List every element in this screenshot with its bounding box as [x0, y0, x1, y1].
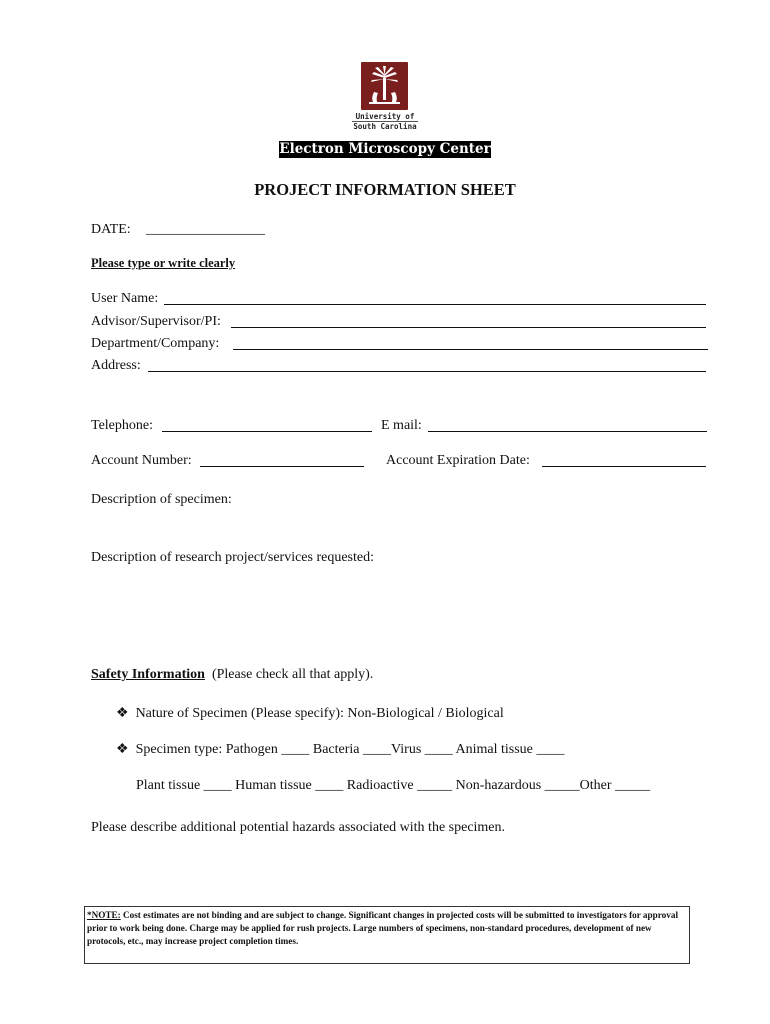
advisor-label: Advisor/Supervisor/PI: — [91, 314, 221, 329]
account-number-label: Account Number: — [91, 453, 192, 468]
date-label: DATE: — [91, 222, 131, 237]
diamond-bullet-icon: ❖ — [116, 742, 129, 757]
safety-heading-line — [91, 667, 373, 683]
nature-specimen-item — [116, 706, 504, 722]
note-text: Cost estimates are not binding and are subject to change. Significant changes in projected costs will be submitted to investigators for approval prior to work being done. Charge may be applied for rush projects. Large numbers of specimens, non-standard procedures, development of new protocols, etc., may increase project completion times. — [87, 910, 678, 947]
email-field[interactable] — [428, 431, 707, 432]
email-label: E mail: — [381, 418, 422, 433]
advisor-field[interactable] — [231, 327, 706, 328]
telephone-label: Telephone: — [91, 418, 153, 433]
research-description-label: Description of research project/services requested: — [91, 550, 374, 565]
safety-heading-note: (Please check all that apply). — [211, 667, 374, 682]
hazards-prompt: Please describe additional potential hazards associated with the specimen. — [91, 820, 506, 835]
diamond-bullet-icon: ❖ — [116, 706, 129, 721]
date-field[interactable]: _________________ — [146, 222, 265, 237]
university-name-line1: University of — [355, 112, 415, 121]
palmetto-tree-icon — [361, 62, 408, 110]
department-field[interactable] — [233, 349, 708, 350]
user-name-field[interactable] — [164, 304, 706, 305]
instruction-text — [91, 256, 235, 271]
note-label: *NOTE: — [87, 910, 121, 920]
nature-specimen-text: Nature of Specimen (Please specify): Non-Biological / Biological — [135, 706, 504, 721]
user-name-label: User Name: — [91, 291, 159, 306]
specimen-description-label: Description of specimen: — [91, 492, 232, 507]
university-logo — [361, 62, 408, 110]
account-expiration-field[interactable] — [542, 466, 706, 467]
cost-note-box — [84, 906, 690, 964]
center-name: Electron Microscopy Center — [279, 141, 491, 157]
specimen-type-text-2: Plant tissue ____ Human tissue ____ Radioactive _____ Non-hazardous _____Other _____ — [136, 778, 651, 793]
account-expiration-label: Account Expiration Date: — [386, 453, 530, 468]
specimen-type-text: Specimen type: Pathogen ____ Bacteria ____Virus ____ Animal tissue ____ — [135, 742, 565, 757]
specimen-type-item — [116, 742, 564, 758]
address-field[interactable] — [148, 371, 706, 372]
address-label: Address: — [91, 358, 141, 373]
safety-heading: Safety Information — [91, 667, 205, 682]
university-name-line2: South Carolina — [353, 122, 417, 131]
account-number-field[interactable] — [200, 466, 364, 467]
telephone-field[interactable] — [162, 431, 372, 432]
instruction-label: Please type or write clearly — [91, 256, 236, 270]
page-title: PROJECT INFORMATION SHEET — [254, 180, 516, 199]
department-label: Department/Company: — [91, 336, 220, 351]
